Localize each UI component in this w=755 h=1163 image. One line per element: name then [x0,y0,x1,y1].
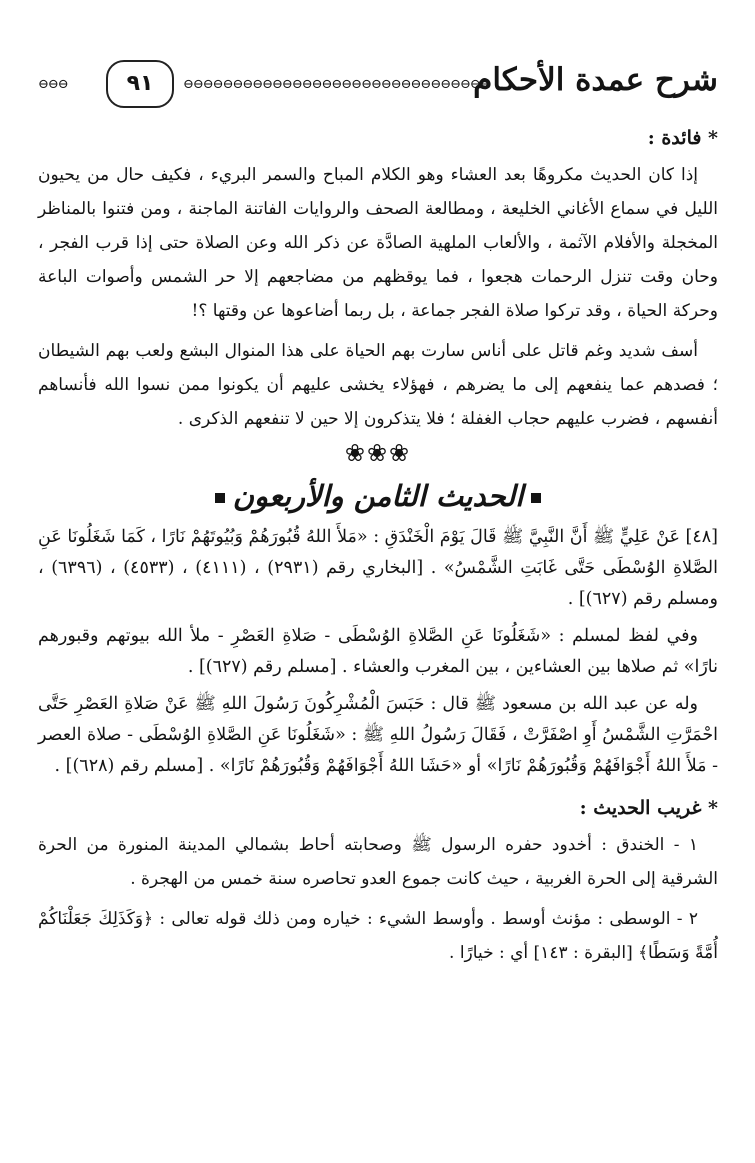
hadith-title-row [38,470,718,522]
gharib-heading: * غريب الحديث : [579,797,718,819]
gharib-item-1: ١ - الخندق : أخدود حفره الرسول ﷺ وصحابته أحاط بشمالي المدينة المنورة من الحرة الشرقية إلى الحرة الغربية ، حيث كانت جموع العدو تحاصره سنة خمس من الهجرة . [38,835,718,889]
page-number: ٩١ [106,60,174,108]
hadith-text-3: وله عن عبد الله بن مسعود ﷺ قال : حَبَسَ الْمُشْرِكُونَ رَسُولَ اللهِ ﷺ عَنْ صَلاةِ العَصْرِ حَتَّى احْمَرَّتِ الشَّمْسُ أَوِ اصْفَرَّتْ ، فَقَالَ رَسُولُ اللهِ ﷺ : «شَغَلُونَا عَنِ الصَّلاةِ الوُسْطَى - صلاة العصر - مَلأَ اللهُ أَجْوَافَهُمْ وَقُبُورَهُمْ نَارًا» أو «حَشَا اللهُ أَجْوَافَهُمْ وَقُبُورَهُمْ نَارًا» . [مسلم رقم (٦٢٨)] . [38,694,718,776]
faida-heading: * فائدة : [647,127,718,149]
gharib-item-2: ٢ - الوسطى : مؤنث أوسط . وأوسط الشيء : خياره ومن ذلك قوله تعالى : ﴿وَكَذَلِكَ جَعَلْنَاكُمْ أُمَّةً وَسَطًا﴾ [البقرة : ١٤٣] أي : خيارًا . [38,909,718,963]
hadith-text-1: [٤٨] عَنْ عَلِيٍّ ﷺ أَنَّ النَّبِيَّ ﷺ قَالَ يَوْمَ الْخَنْدَقِ : «مَلأَ اللهُ قُبُورَهُمْ وَبُيُوتَهُمْ نَارًا ، كَمَا شَغَلُونَا عَنِ الصَّلاةِ الوُسْطَى حَتَّى غَابَتِ الشَّمْسُ» . [البخاري رقم (٢٩٣١) ، (٤١١١) ، (٤٥٣٣) ، (٦٣٩٦) ، ومسلم رقم (٦٢٧)] . [38,527,718,609]
square-bullet-icon [215,493,225,503]
faida-paragraph-1: إذا كان الحديث مكروهًا بعد العشاء وهو الكلام المباح والسمر البريء ، فكيف حال من يحيون الليل في سماع الأغاني الخليعة ، ومطالعة الصحف والروايات الفاتنة الماجنة ، ومن فتنوا بالمناظر المخجلة والأفلام الآثمة ، والألعاب الملهية الصادَّة عن ذكر الله وعن الصلاة حتى إذا قرب الفجر ، وحان وقت تنزل الرحمات هجعوا ، فما يوقظهم من مضاجعهم إلا حر الشمس وأصوات الباعة وحركة الحياة ، وقد تركوا صلاة الفجر جماعة ، بل ربما أضاعوها عن وقتها ؟! [38,165,718,321]
section-ornament: ❀❀❀ [344,439,412,467]
chain-ornament-small: ⊖⊖⊖ [38,78,68,92]
book-title: شرح عمدة الأحكام [473,62,718,98]
square-bullet-icon [531,493,541,503]
book-page [38,52,718,1132]
chain-ornament: ⊖⊖⊖⊖⊖⊖⊖⊖⊖⊖⊖⊖⊖⊖⊖⊖⊖⊖⊖⊖⊖⊖⊖⊖⊖⊖⊖⊖⊖⊖⊖ [183,78,490,92]
hadith-title: الحديث الثامن والأربعون [232,479,524,513]
hadith-text-2: وفي لفظ لمسلم : «شَغَلُونَا عَنِ الصَّلاةِ الوُسْطَى - صَلاةِ العَصْرِ - ملأ الله بيوتهم وقبورهم نارًا» ثم صلاها بين العشاءين ، بين المغرب والعشاء . [مسلم رقم (٦٢٧)] . [38,626,718,677]
faida-paragraph-2: أسف شديد وغم قاتل على أناس سارت بهم الحياة على هذا المنوال البشع ولعب بهم الشيطان ؛ فصدهم عما ينفعهم إلى ما يضرهم ، فهؤلاء يخشى عليهم أن يكونوا ممن نسوا الله فأنساهم أنفسهم ، فضرب عليهم حجاب الغفلة ؛ فلا يتذكرون إلا حين لا تنفعهم الذكرى . [38,341,718,429]
page-content [38,118,718,970]
page-header [38,52,718,114]
